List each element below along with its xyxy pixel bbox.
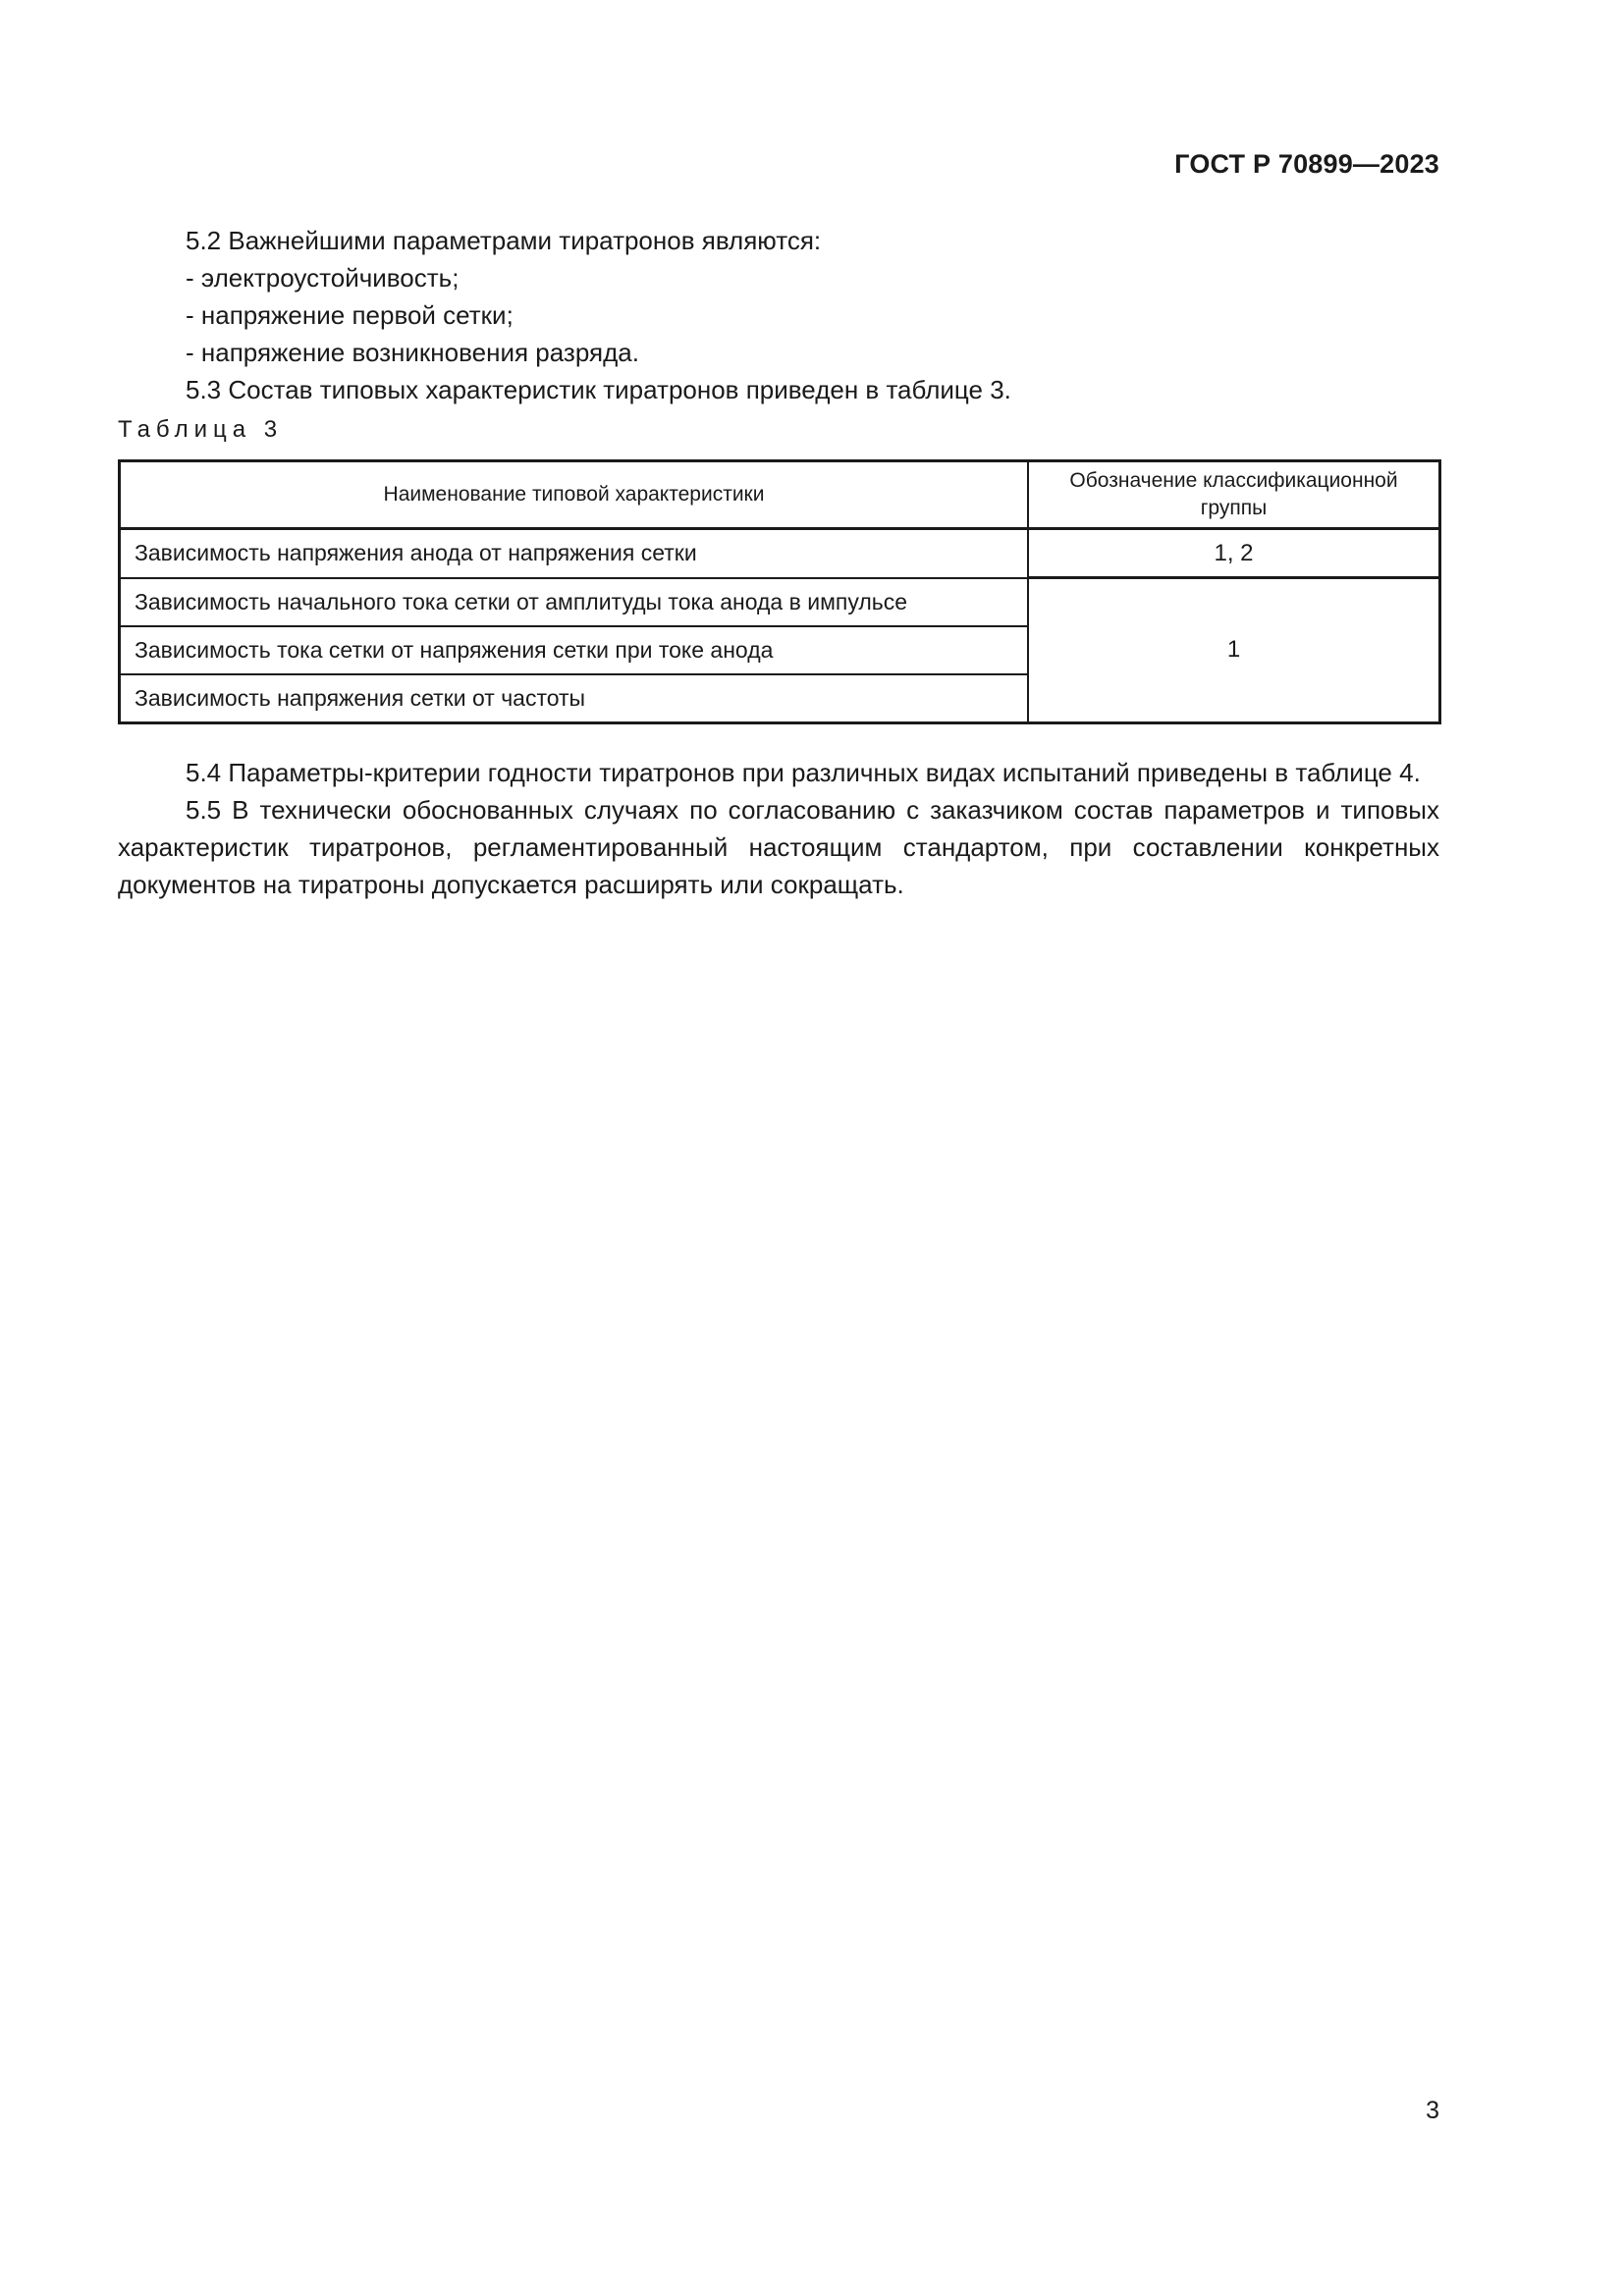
row-name: Зависимость напряжения анода от напряжения сетки (120, 529, 1029, 578)
list-item: - напряжение первой сетки; (186, 300, 514, 330)
sections-5-2-5-3 (118, 222, 1439, 408)
page-number: 3 (1426, 2097, 1439, 2124)
row-group-merged: 1 (1028, 578, 1440, 723)
table-row (120, 529, 1440, 578)
section-5-5-text: 5.5 В технически обоснованных случаях по согласованию с заказчиком состав параметров и типовых характеристик тиратронов, регламентированный настоящим стандартом, при составлении конкретных документов на тиратроны допускается расширять или сокращать. (118, 795, 1439, 899)
section-5-4-text: 5.4 Параметры-критерии годности тиратронов при различных видах испытаний приведены в таблице 4. (186, 758, 1421, 787)
document-code: ГОСТ Р 70899—2023 (1174, 149, 1439, 179)
row-name: Зависимость напряжения сетки от частоты (120, 674, 1029, 723)
header-group: Обозначение классификационной группы (1028, 461, 1440, 529)
header-name: Наименование типовой характеристики (120, 461, 1029, 529)
list-item: - напряжение возникновения разряда. (186, 338, 639, 367)
characteristics-table (118, 459, 1441, 724)
sections-5-4-5-5 (118, 754, 1439, 903)
section-5-3-text: 5.3 Состав типовых характеристик тиратронов приведен в таблице 3. (186, 375, 1011, 404)
row-group: 1, 2 (1028, 529, 1440, 578)
table-row (120, 578, 1440, 626)
section-5-2-intro: 5.2 Важнейшими параметрами тиратронов являются: (186, 226, 822, 255)
row-name: Зависимость тока сетки от напряжения сетки при токе анода (120, 626, 1029, 674)
list-item: - электроустойчивость; (186, 263, 460, 293)
table-header-row (120, 461, 1440, 529)
row-name: Зависимость начального тока сетки от амплитуды тока анода в импульсе (120, 578, 1029, 626)
table-caption: Таблица 3 (118, 416, 284, 443)
